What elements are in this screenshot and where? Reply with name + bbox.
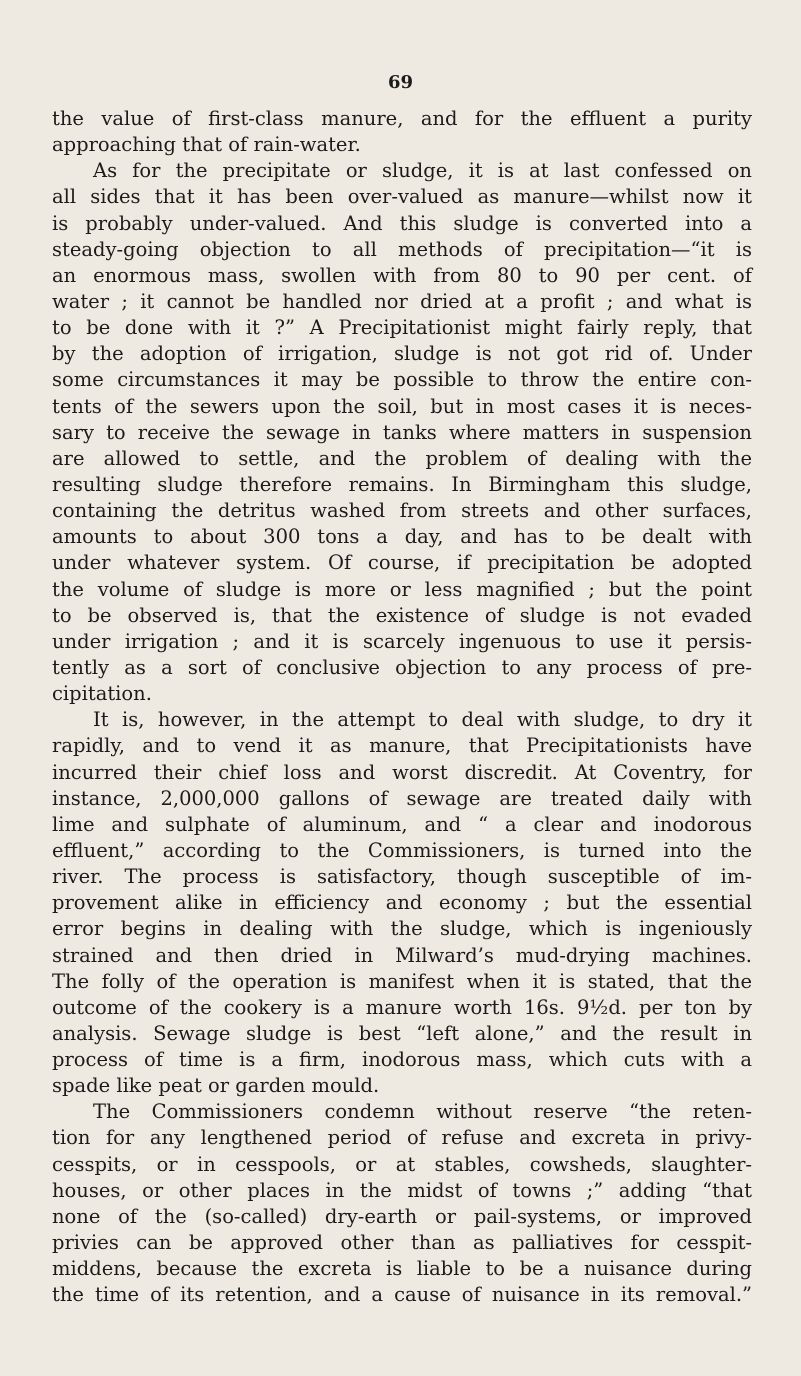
text-line: water ; it cannot be handled nor dried at a profit ; and what is xyxy=(52,289,752,313)
text-line: strained and then dried in Milward’s mud-drying machines. xyxy=(52,943,752,967)
text-line: analysis. Sewage sludge is best “left alone,” and the result in xyxy=(52,1021,752,1045)
text-line: under irrigation ; and it is scarcely ingenuous to use it persis- xyxy=(52,629,752,653)
text-line: tently as a sort of conclusive objection to any process of pre- xyxy=(52,655,752,679)
text-line: instance, 2,000,000 gallons of sewage are treated daily with xyxy=(52,786,752,810)
text-line: outcome of the cookery is a manure worth 16s. 9½d. per ton by xyxy=(52,995,752,1019)
text-line: houses, or other places in the midst of towns ;” adding “that xyxy=(52,1178,752,1202)
page-number: 69 xyxy=(387,72,414,93)
text-line: lime and sulphate of aluminum, and “ a clear and inodorous xyxy=(52,812,752,836)
text-line: the value of first-class manure, and for the effluent a purity xyxy=(52,107,752,130)
text-line: all sides that it has been over-valued as manure—whilst now it xyxy=(52,185,752,209)
text-line: approaching that of rain-water. xyxy=(52,133,361,157)
text-line: resulting sludge therefore remains. In Birmingham this sludge, xyxy=(52,472,752,496)
text-line: provement alike in efficiency and economy ; but the essential xyxy=(52,891,752,915)
text-line: none of the (so-called) dry-earth or pail-systems, or improved xyxy=(52,1204,752,1228)
text-line: containing the detritus washed from streets and other surfaces, xyxy=(52,499,752,523)
text-line: are allowed to settle, and the problem of dealing with the xyxy=(52,446,752,470)
text-line: the volume of sludge is more or less magnified ; but the point xyxy=(52,577,752,601)
text-line: under whatever system. Of course, if precipitation be adopted xyxy=(52,551,752,575)
text-line: rapidly, and to vend it as manure, that Precipitationists have xyxy=(52,734,752,758)
text-line: tion for any lengthened period of refuse and excreta in privy- xyxy=(52,1126,752,1150)
text-line: to be observed is, that the existence of sludge is not evaded xyxy=(52,603,752,627)
text-line: is probably under-valued. And this sludge is converted into a xyxy=(52,211,752,235)
text-line: The folly of the operation is manifest when it is stated, that the xyxy=(52,969,752,993)
text-line: an enormous mass, swollen with from 80 to 90 per cent. of xyxy=(52,263,752,287)
text-line: by the adoption of irrigation, sludge is not got rid of. Under xyxy=(52,342,752,366)
text-line: incurred their chief loss and worst discredit. At Coventry, for xyxy=(52,760,752,784)
text-line: cipitation. xyxy=(52,682,152,706)
text-line: privies can be approved other than as palliatives for cesspit- xyxy=(52,1231,752,1255)
text-line: process of time is a firm, inodorous mass, which cuts with a xyxy=(52,1048,752,1072)
text-line: spade like peat or garden mould. xyxy=(52,1074,380,1098)
text-line: cesspits, or in cesspools, or at stables, cowsheds, slaughter- xyxy=(52,1152,752,1176)
text-line: effluent,” according to the Commissioners, is turned into the xyxy=(52,838,752,862)
text-line: some circumstances it may be possible to throw the entire con- xyxy=(52,368,752,392)
body-text xyxy=(52,106,752,1308)
text-line: to be done with it ?” A Precipitationist might fairly reply, that xyxy=(52,316,752,340)
text-line: middens, because the excreta is liable to be a nuisance during xyxy=(52,1257,752,1281)
text-line: tents of the sewers upon the soil, but in most cases it is neces- xyxy=(52,394,752,418)
text-line: error begins in dealing with the sludge, which is ingeniously xyxy=(52,917,752,941)
paragraph-start-line: The Commissioners condemn without reserve “the reten- xyxy=(93,1100,752,1124)
text-line: river. The process is satisfactory, though susceptible of im- xyxy=(52,865,752,889)
text-line: the time of its retention, and a cause of nuisance in its removal.” xyxy=(52,1283,752,1307)
paragraph-start-line: As for the precipitate or sludge, it is at last confessed on xyxy=(93,159,752,183)
paragraph-start-line: It is, however, in the attempt to deal with sludge, to dry it xyxy=(93,708,752,732)
text-line: amounts to about 300 tons a day, and has to be dealt with xyxy=(52,525,752,549)
text-line: steady-going objection to all methods of precipitation—“it is xyxy=(52,237,752,261)
text-line: sary to receive the sewage in tanks where matters in suspension xyxy=(52,420,752,444)
